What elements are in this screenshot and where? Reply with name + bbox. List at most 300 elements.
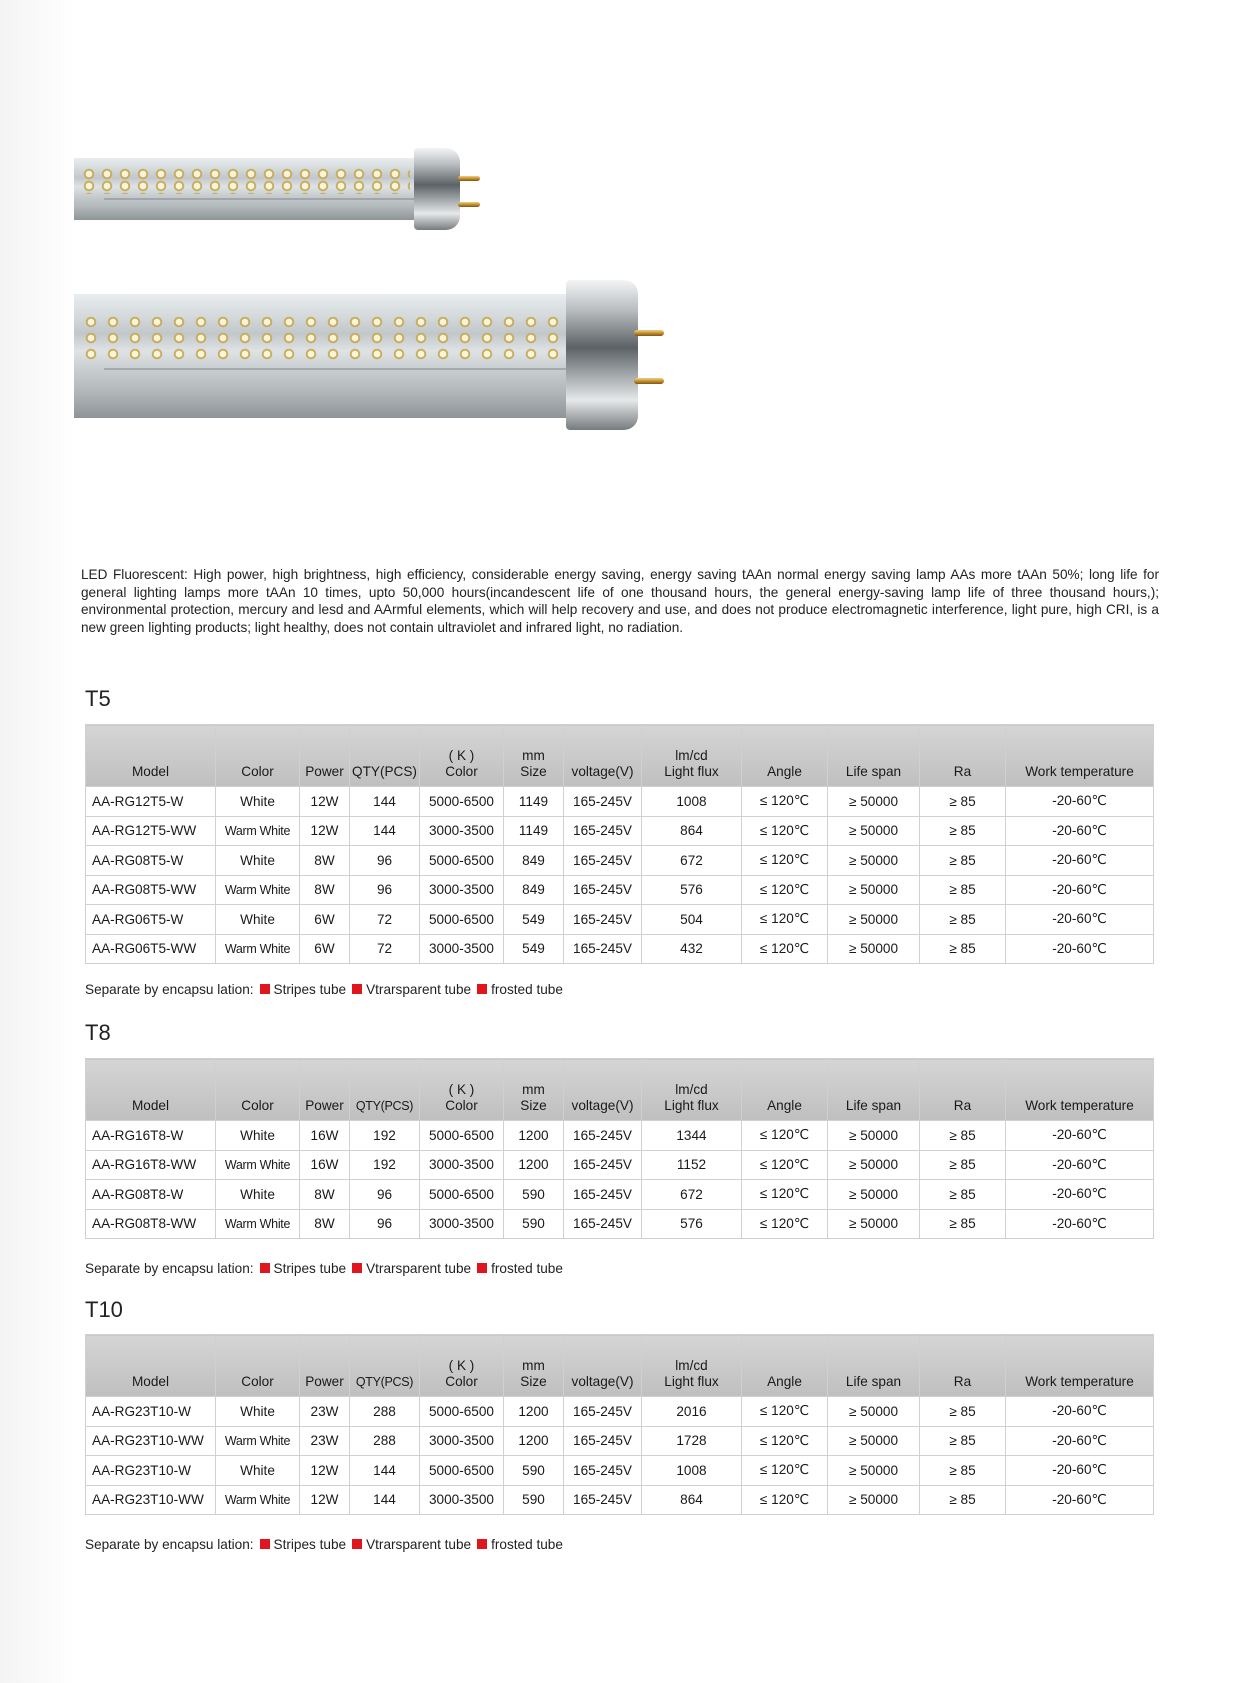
cell-voltage: 165-245V: [564, 1150, 642, 1180]
header-color-label: Color: [241, 1098, 274, 1113]
cell-ra: ≥ 85: [920, 1485, 1006, 1515]
header-angle: [742, 725, 828, 787]
cell-qty: 96: [350, 846, 420, 876]
header-model: [86, 725, 216, 787]
header-size-label: mm: [522, 748, 545, 763]
cell-voltage: 165-245V: [564, 816, 642, 846]
header-light-flux-label: Light flux: [664, 1374, 719, 1389]
header-color-temperature: [420, 1059, 504, 1121]
header-color-temperature-label: ( K ): [448, 1358, 475, 1373]
cell-ra: ≥ 85: [920, 875, 1006, 905]
header-color-temperature-label: ( K ): [448, 1082, 475, 1097]
cell-qty: 144: [350, 1456, 420, 1486]
cell-power: 16W: [300, 1150, 350, 1180]
cell-color-temperature: 5000-6500: [420, 1121, 504, 1151]
cell-ra: ≥ 85: [920, 1209, 1006, 1239]
cell-angle: ≤ 120℃: [742, 1150, 828, 1180]
header-angle-label: Angle: [767, 1098, 802, 1113]
cell-light-flux: 1728: [642, 1426, 742, 1456]
header-voltage-label: voltage(V): [571, 1374, 634, 1389]
red-square-marker-icon: [260, 1263, 270, 1273]
cell-qty: 96: [350, 875, 420, 905]
cell-angle: ≤ 120℃: [742, 1485, 828, 1515]
cell-angle: ≤ 120℃: [742, 875, 828, 905]
header-qty-label: QTY(PCS): [355, 1375, 414, 1389]
section-title-t10: T10: [85, 1297, 123, 1322]
cell-life-span: ≥ 50000: [828, 1209, 920, 1239]
cell-power: 12W: [300, 816, 350, 846]
header-qty-label: QTY(PCS): [355, 1099, 414, 1113]
table-row: [86, 905, 1154, 935]
cell-qty: 192: [350, 1150, 420, 1180]
cell-size: 849: [504, 875, 564, 905]
section-title-t5: T5: [85, 686, 111, 711]
cell-ra: ≥ 85: [920, 1456, 1006, 1486]
header-power-label: Power: [305, 1098, 344, 1113]
header-angle-label: Angle: [767, 1374, 802, 1389]
table-row: [86, 934, 1154, 964]
cell-work-temperature: -20-60℃: [1006, 787, 1154, 817]
table-row: [86, 1180, 1154, 1210]
cell-color-temperature: 5000-6500: [420, 846, 504, 876]
red-square-marker-icon: [477, 1263, 487, 1273]
cell-light-flux: 576: [642, 1209, 742, 1239]
header-ra-label: Ra: [953, 1098, 972, 1113]
cell-life-span: ≥ 50000: [828, 1121, 920, 1151]
led-tube-small: [74, 144, 484, 234]
cell-color: Warm White: [216, 816, 300, 846]
cell-angle: ≤ 120℃: [742, 1397, 828, 1427]
legend-item: Stripes tube: [273, 1537, 347, 1552]
cell-life-span: ≥ 50000: [828, 1456, 920, 1486]
header-model: [86, 1335, 216, 1397]
cell-color: White: [216, 1397, 300, 1427]
legend-prefix: Separate by encapsu lation:: [85, 982, 254, 997]
header-light-flux: [642, 1335, 742, 1397]
cell-color-temperature: 5000-6500: [420, 905, 504, 935]
cell-power: 23W: [300, 1426, 350, 1456]
cell-size: 549: [504, 934, 564, 964]
table-row: [86, 1485, 1154, 1515]
cell-work-temperature: -20-60℃: [1006, 1180, 1154, 1210]
cell-work-temperature: -20-60℃: [1006, 1397, 1154, 1427]
cell-work-temperature: -20-60℃: [1006, 846, 1154, 876]
spec-table-t5: [85, 724, 1154, 964]
header-light-flux: [642, 725, 742, 787]
header-angle: [742, 1335, 828, 1397]
cell-ra: ≥ 85: [920, 1397, 1006, 1427]
legend-item: frosted tube: [491, 1261, 563, 1276]
table-row: [86, 1397, 1154, 1427]
cell-power: 6W: [300, 934, 350, 964]
header-qty: [350, 725, 420, 787]
cell-qty: 96: [350, 1209, 420, 1239]
header-voltage-label: voltage(V): [571, 764, 634, 779]
cell-size: 1200: [504, 1121, 564, 1151]
cell-model: AA-RG16T8-WW: [86, 1150, 216, 1180]
cell-ra: ≥ 85: [920, 1121, 1006, 1151]
cell-voltage: 165-245V: [564, 905, 642, 935]
header-size-label: Size: [520, 764, 547, 779]
cell-color-temperature: 3000-3500: [420, 1426, 504, 1456]
cell-color-temperature: 3000-3500: [420, 1485, 504, 1515]
spec-table-t8: [85, 1058, 1154, 1239]
header-model: [86, 1059, 216, 1121]
product-photo-led-tubes: [74, 110, 674, 510]
cell-light-flux: 1152: [642, 1150, 742, 1180]
cell-life-span: ≥ 50000: [828, 1150, 920, 1180]
cell-work-temperature: -20-60℃: [1006, 1121, 1154, 1151]
cell-size: 590: [504, 1456, 564, 1486]
cell-model: AA-RG06T5-W: [86, 905, 216, 935]
header-work-temperature-label: Work temperature: [1025, 764, 1134, 779]
header-light-flux: [642, 1059, 742, 1121]
header-light-flux-label: lm/cd: [675, 1358, 708, 1373]
header-power: [300, 1059, 350, 1121]
cell-color: White: [216, 846, 300, 876]
header-color-temperature: [420, 725, 504, 787]
cell-color: White: [216, 787, 300, 817]
cell-qty: 72: [350, 934, 420, 964]
header-ra-label: Ra: [953, 1374, 972, 1389]
header-power-label: Power: [305, 1374, 344, 1389]
legend-item: Vtrarsparent tube: [366, 1261, 472, 1276]
cell-light-flux: 432: [642, 934, 742, 964]
cell-size: 1149: [504, 816, 564, 846]
cell-color: White: [216, 1456, 300, 1486]
legend-item: Vtrarsparent tube: [366, 982, 472, 997]
header-color-temperature-label: Color: [445, 764, 478, 779]
header-life-span-label: Life span: [845, 1374, 902, 1389]
cell-ra: ≥ 85: [920, 934, 1006, 964]
cell-work-temperature: -20-60℃: [1006, 1485, 1154, 1515]
cell-angle: ≤ 120℃: [742, 905, 828, 935]
header-life-span: [828, 1059, 920, 1121]
cell-model: AA-RG23T10-WW: [86, 1426, 216, 1456]
red-square-marker-icon: [352, 1539, 362, 1549]
section-title-t8: T8: [85, 1020, 111, 1045]
header-qty: [350, 1335, 420, 1397]
header-ra-label: Ra: [953, 764, 972, 779]
cell-color-temperature: 3000-3500: [420, 1209, 504, 1239]
red-square-marker-icon: [352, 1263, 362, 1273]
product-description: LED Fluorescent: High power, high brightness, high efficiency, considerable energy saving, energy saving tAAn normal energy saving lamp AAs more tAAn 50%; long life for general lighting lamps more tAAn 10 times, upto 50,000 hours(incandescent life of one thousand hours, the general energy-saving lamp life of three thousand hours,); environmental protection, mercury and lesd and AArmful elements, which will help recovery and use, and does not produce electromagnetic interference, light pure, high CRI, is a new green lighting products; light healthy, does not contain ultraviolet and infrared light, no radiation.: [81, 567, 1159, 635]
header-model-label: Model: [131, 1374, 170, 1389]
cell-ra: ≥ 85: [920, 905, 1006, 935]
cell-voltage: 165-245V: [564, 1456, 642, 1486]
header-light-flux-label: Light flux: [664, 764, 719, 779]
table-header-row: [86, 1059, 1154, 1121]
cell-model: AA-RG08T5-W: [86, 846, 216, 876]
header-power: [300, 725, 350, 787]
encapsulation-legend-t5: [85, 982, 563, 997]
cell-model: AA-RG06T5-WW: [86, 934, 216, 964]
header-ra: [920, 1059, 1006, 1121]
cell-voltage: 165-245V: [564, 846, 642, 876]
cell-angle: ≤ 120℃: [742, 934, 828, 964]
cell-model: AA-RG08T5-WW: [86, 875, 216, 905]
cell-qty: 288: [350, 1426, 420, 1456]
cell-light-flux: 504: [642, 905, 742, 935]
cell-voltage: 165-245V: [564, 787, 642, 817]
cell-light-flux: 864: [642, 1485, 742, 1515]
cell-size: 590: [504, 1209, 564, 1239]
cell-model: AA-RG12T5-W: [86, 787, 216, 817]
cell-color-temperature: 3000-3500: [420, 1150, 504, 1180]
cell-power: 8W: [300, 846, 350, 876]
cell-power: 16W: [300, 1121, 350, 1151]
cell-power: 12W: [300, 1485, 350, 1515]
cell-life-span: ≥ 50000: [828, 875, 920, 905]
cell-power: 12W: [300, 787, 350, 817]
header-color-temperature-label: Color: [445, 1374, 478, 1389]
header-voltage: [564, 725, 642, 787]
cell-qty: 288: [350, 1397, 420, 1427]
cell-power: 12W: [300, 1456, 350, 1486]
cell-angle: ≤ 120℃: [742, 787, 828, 817]
cell-qty: 72: [350, 905, 420, 935]
cell-light-flux: 1008: [642, 1456, 742, 1486]
header-light-flux-label: lm/cd: [675, 1082, 708, 1097]
header-power-label: Power: [305, 764, 344, 779]
header-power: [300, 1335, 350, 1397]
header-life-span-label: Life span: [845, 764, 902, 779]
header-work-temperature: [1006, 725, 1154, 787]
cell-light-flux: 864: [642, 816, 742, 846]
red-square-marker-icon: [477, 1539, 487, 1549]
cell-model: AA-RG16T8-W: [86, 1121, 216, 1151]
cell-ra: ≥ 85: [920, 1426, 1006, 1456]
cell-color: Warm White: [216, 875, 300, 905]
cell-color: Warm White: [216, 934, 300, 964]
header-light-flux-label: lm/cd: [675, 748, 708, 763]
legend-item: Vtrarsparent tube: [366, 1537, 472, 1552]
led-tube-large: [74, 280, 674, 430]
cell-qty: 96: [350, 1180, 420, 1210]
header-model-label: Model: [131, 764, 170, 779]
header-size-label: mm: [522, 1358, 545, 1373]
cell-light-flux: 1344: [642, 1121, 742, 1151]
cell-size: 1200: [504, 1397, 564, 1427]
cell-model: AA-RG08T8-W: [86, 1180, 216, 1210]
cell-power: 6W: [300, 905, 350, 935]
header-size: [504, 1335, 564, 1397]
cell-light-flux: 672: [642, 846, 742, 876]
legend-item: frosted tube: [491, 1537, 563, 1552]
cell-angle: ≤ 120℃: [742, 1180, 828, 1210]
cell-size: 1200: [504, 1150, 564, 1180]
header-angle-label: Angle: [767, 764, 802, 779]
table-row: [86, 846, 1154, 876]
cell-size: 849: [504, 846, 564, 876]
legend-prefix: Separate by encapsu lation:: [85, 1261, 254, 1276]
cell-life-span: ≥ 50000: [828, 787, 920, 817]
cell-work-temperature: -20-60℃: [1006, 1426, 1154, 1456]
header-size-label: mm: [522, 1082, 545, 1097]
cell-qty: 144: [350, 787, 420, 817]
cell-ra: ≥ 85: [920, 846, 1006, 876]
cell-color: White: [216, 1180, 300, 1210]
cell-model: AA-RG12T5-WW: [86, 816, 216, 846]
left-page-shading: [0, 0, 75, 1683]
header-color: [216, 1335, 300, 1397]
cell-color: Warm White: [216, 1150, 300, 1180]
legend-prefix: Separate by encapsu lation:: [85, 1537, 254, 1552]
cell-color-temperature: 3000-3500: [420, 875, 504, 905]
header-color-temperature: [420, 1335, 504, 1397]
cell-model: AA-RG23T10-W: [86, 1456, 216, 1486]
header-color-temperature-label: Color: [445, 1098, 478, 1113]
cell-color-temperature: 5000-6500: [420, 1456, 504, 1486]
table-row: [86, 816, 1154, 846]
cell-work-temperature: -20-60℃: [1006, 934, 1154, 964]
cell-qty: 144: [350, 816, 420, 846]
header-color: [216, 1059, 300, 1121]
table-row: [86, 1150, 1154, 1180]
cell-life-span: ≥ 50000: [828, 1180, 920, 1210]
cell-qty: 192: [350, 1121, 420, 1151]
cell-color-temperature: 3000-3500: [420, 934, 504, 964]
cell-voltage: 165-245V: [564, 1397, 642, 1427]
cell-work-temperature: -20-60℃: [1006, 875, 1154, 905]
cell-work-temperature: -20-60℃: [1006, 905, 1154, 935]
table-row: [86, 875, 1154, 905]
cell-color: Warm White: [216, 1485, 300, 1515]
cell-voltage: 165-245V: [564, 1121, 642, 1151]
cell-power: 8W: [300, 1209, 350, 1239]
header-ra: [920, 725, 1006, 787]
table-row: [86, 1456, 1154, 1486]
cell-life-span: ≥ 50000: [828, 1485, 920, 1515]
table-row: [86, 1209, 1154, 1239]
header-ra: [920, 1335, 1006, 1397]
cell-model: AA-RG23T10-W: [86, 1397, 216, 1427]
cell-angle: ≤ 120℃: [742, 1209, 828, 1239]
header-color-temperature-label: ( K ): [448, 748, 475, 763]
header-work-temperature-label: Work temperature: [1025, 1374, 1134, 1389]
header-work-temperature-label: Work temperature: [1025, 1098, 1134, 1113]
cell-color-temperature: 5000-6500: [420, 1180, 504, 1210]
header-voltage-label: voltage(V): [571, 1098, 634, 1113]
cell-size: 1149: [504, 787, 564, 817]
cell-life-span: ≥ 50000: [828, 1426, 920, 1456]
cell-work-temperature: -20-60℃: [1006, 1209, 1154, 1239]
cell-model: AA-RG08T8-WW: [86, 1209, 216, 1239]
header-color: [216, 725, 300, 787]
cell-work-temperature: -20-60℃: [1006, 1150, 1154, 1180]
cell-size: 590: [504, 1180, 564, 1210]
cell-color: White: [216, 1121, 300, 1151]
header-size-label: Size: [520, 1098, 547, 1113]
spec-table-t10: [85, 1334, 1154, 1515]
legend-item: frosted tube: [491, 982, 563, 997]
cell-angle: ≤ 120℃: [742, 846, 828, 876]
header-model-label: Model: [131, 1098, 170, 1113]
table-row: [86, 787, 1154, 817]
cell-light-flux: 2016: [642, 1397, 742, 1427]
cell-ra: ≥ 85: [920, 816, 1006, 846]
red-square-marker-icon: [260, 984, 270, 994]
red-square-marker-icon: [352, 984, 362, 994]
cell-color-temperature: 3000-3500: [420, 816, 504, 846]
cell-ra: ≥ 85: [920, 1150, 1006, 1180]
legend-item: Stripes tube: [273, 982, 347, 997]
red-square-marker-icon: [477, 984, 487, 994]
cell-voltage: 165-245V: [564, 934, 642, 964]
cell-angle: ≤ 120℃: [742, 1426, 828, 1456]
header-work-temperature: [1006, 1059, 1154, 1121]
header-qty: [350, 1059, 420, 1121]
header-qty-label: QTY(PCS): [352, 764, 417, 779]
encapsulation-legend-t10: [85, 1537, 563, 1552]
cell-angle: ≤ 120℃: [742, 816, 828, 846]
cell-life-span: ≥ 50000: [828, 1397, 920, 1427]
cell-ra: ≥ 85: [920, 1180, 1006, 1210]
header-size: [504, 725, 564, 787]
cell-power: 8W: [300, 1180, 350, 1210]
cell-life-span: ≥ 50000: [828, 846, 920, 876]
header-color-label: Color: [241, 764, 274, 779]
cell-model: AA-RG23T10-WW: [86, 1485, 216, 1515]
red-square-marker-icon: [260, 1539, 270, 1549]
cell-power: 8W: [300, 875, 350, 905]
header-voltage: [564, 1335, 642, 1397]
table-header-row: [86, 725, 1154, 787]
header-life-span-label: Life span: [845, 1098, 902, 1113]
header-light-flux-label: Light flux: [664, 1098, 719, 1113]
cell-life-span: ≥ 50000: [828, 905, 920, 935]
header-work-temperature: [1006, 1335, 1154, 1397]
cell-angle: ≤ 120℃: [742, 1121, 828, 1151]
cell-color-temperature: 5000-6500: [420, 787, 504, 817]
cell-voltage: 165-245V: [564, 1209, 642, 1239]
cell-work-temperature: -20-60℃: [1006, 1456, 1154, 1486]
cell-angle: ≤ 120℃: [742, 1456, 828, 1486]
legend-item: Stripes tube: [273, 1261, 347, 1276]
cell-power: 23W: [300, 1397, 350, 1427]
header-life-span: [828, 1335, 920, 1397]
table-header-row: [86, 1335, 1154, 1397]
cell-voltage: 165-245V: [564, 1180, 642, 1210]
cell-voltage: 165-245V: [564, 1426, 642, 1456]
cell-qty: 144: [350, 1485, 420, 1515]
table-row: [86, 1121, 1154, 1151]
header-angle: [742, 1059, 828, 1121]
header-voltage: [564, 1059, 642, 1121]
header-color-label: Color: [241, 1374, 274, 1389]
cell-color: Warm White: [216, 1209, 300, 1239]
cell-life-span: ≥ 50000: [828, 934, 920, 964]
cell-size: 590: [504, 1485, 564, 1515]
cell-color-temperature: 5000-6500: [420, 1397, 504, 1427]
table-row: [86, 1426, 1154, 1456]
cell-light-flux: 672: [642, 1180, 742, 1210]
cell-life-span: ≥ 50000: [828, 816, 920, 846]
cell-work-temperature: -20-60℃: [1006, 816, 1154, 846]
cell-color: White: [216, 905, 300, 935]
encapsulation-legend-t8: [85, 1261, 563, 1276]
cell-ra: ≥ 85: [920, 787, 1006, 817]
header-size: [504, 1059, 564, 1121]
cell-light-flux: 576: [642, 875, 742, 905]
header-size-label: Size: [520, 1374, 547, 1389]
cell-voltage: 165-245V: [564, 1485, 642, 1515]
header-life-span: [828, 725, 920, 787]
cell-light-flux: 1008: [642, 787, 742, 817]
cell-size: 1200: [504, 1426, 564, 1456]
cell-voltage: 165-245V: [564, 875, 642, 905]
cell-size: 549: [504, 905, 564, 935]
